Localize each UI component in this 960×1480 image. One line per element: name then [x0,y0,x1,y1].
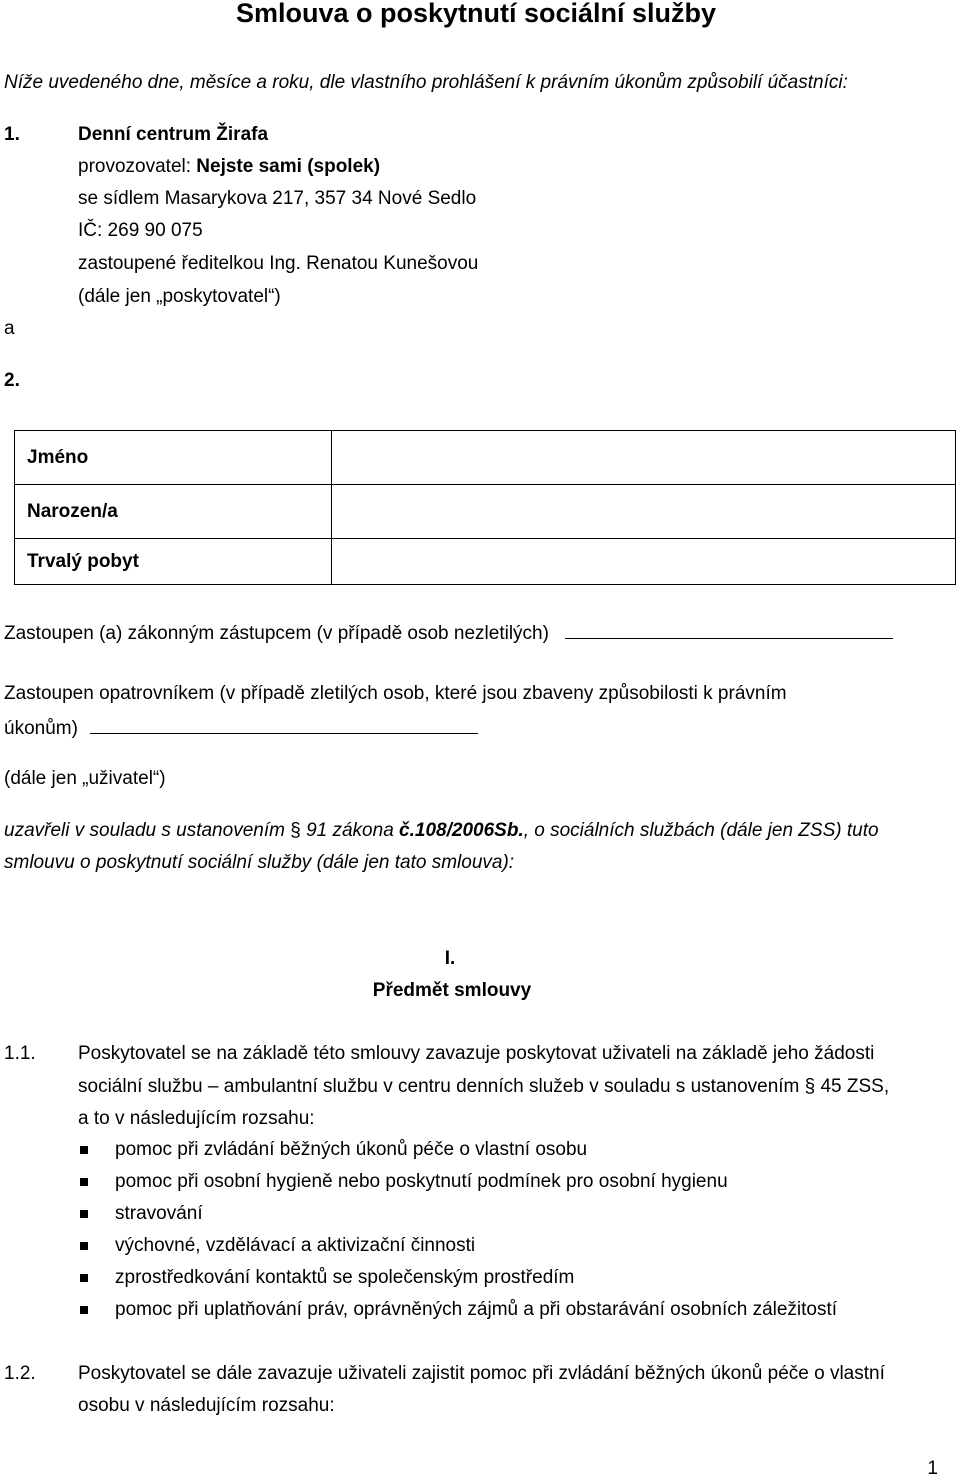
party1-ic: IČ: 269 90 075 [78,220,203,241]
party1-name: Denní centrum Žirafa [78,124,269,145]
conjunction: a [4,318,15,339]
clause-1-1-line2: sociální službu – ambulantní službu v centru denních služeb v souladu s ustanovením § 45 ZSS, [78,1076,890,1097]
legal-representative-line [4,620,893,645]
list-item: pomoc při osobní hygieně nebo poskytnutí podmínek pro osobní hygienu [115,1171,728,1192]
party1-alias: (dále jen „poskytovatel“) [78,286,281,307]
party2-row-born [15,485,956,539]
party1-operator-name: Nejste sami (spolek) [196,156,381,177]
party2-label-name: Jméno [15,431,332,485]
intro-text: Níže uvedeného dne, měsíce a roku, dle vlastního prohlášení k právním úkonům způsobilí účastníci: [4,72,848,93]
clause-1-1-line3: a to v následujícím rozsahu: [78,1108,315,1129]
party2-row-name [15,431,956,485]
agreement-part3: , o sociálních službách (dále jen ZSS) tuto [523,820,879,841]
section-numeral: I. [444,948,456,969]
agreement-part2: 91 zákona [300,820,400,841]
party2-label-address: Trvalý pobyt [15,539,332,585]
user-alias: (dále jen „uživatel“) [4,768,166,789]
clause-1-1-line1: Poskytovatel se na základě této smlouvy zavazuje poskytovat uživateli na základě jeho žádosti [78,1043,875,1064]
clause-1-2-line2: osobu v následujícím rozsahu: [78,1395,335,1416]
legal-representative-text: Zastoupen (a) zákonným zástupcem (v případě osob nezletilých) [4,623,549,644]
party1-operator [78,156,380,178]
bullet-square-icon [80,1210,88,1218]
page-number: 1 [927,1458,938,1479]
list-item: pomoc při uplatňování práv, oprávněných zájmů a při obstarávání osobních záležitostí [115,1299,838,1320]
party2-value-address[interactable] [332,539,956,585]
party1-operator-label: provozovatel: [78,156,197,177]
clause-1-2-number: 1.2. [4,1363,36,1384]
party2-table [14,430,956,585]
party2-number: 2. [4,370,20,391]
party2-value-born[interactable] [332,485,956,539]
bullet-square-icon [80,1178,88,1186]
agreement-law: č.108/2006Sb. [399,820,524,841]
agreement-line2: smlouvu o poskytnutí sociální služby (dále jen tato smlouva): [4,852,515,873]
party1-address: se sídlem Masarykova 217, 357 34 Nové Sedlo [78,188,477,209]
section-heading: Předmět smlouvy [372,980,532,1001]
party1-represented: zastoupené ředitelkou Ing. Renatou Kunešovou [78,253,479,274]
agreement-part1: uzavřeli v souladu s ustanovením [4,820,291,841]
guardian-blank[interactable] [90,715,478,734]
guardian-line2 [4,715,478,740]
agreement-line1 [4,820,879,842]
bullet-square-icon [80,1274,88,1282]
list-item: stravování [115,1203,203,1224]
bullet-square-icon [80,1242,88,1250]
document-title: Smlouva o poskytnutí sociální služby [235,0,717,28]
clause-1-1-number: 1.1. [4,1043,36,1064]
party2-row-address [15,539,956,585]
section-sign: § [290,820,301,841]
bullet-square-icon [80,1146,88,1154]
guardian-line2-text: úkonům) [4,718,78,739]
list-item: zprostředkování kontaktů se společenským prostředím [115,1267,575,1288]
legal-representative-blank[interactable] [565,620,893,639]
party2-label-born: Narozen/a [15,485,332,539]
party1-number: 1. [4,124,20,145]
list-item: výchovné, vzdělávací a aktivizační činnosti [115,1235,476,1256]
party2-value-name[interactable] [332,431,956,485]
bullet-square-icon [80,1306,88,1314]
guardian-line1: Zastoupen opatrovníkem (v případě zletilých osob, které jsou zbaveny způsobilosti k právním [4,683,787,704]
list-item: pomoc při zvládání běžných úkonů péče o vlastní osobu [115,1139,588,1160]
clause-1-2-line1: Poskytovatel se dále zavazuje uživateli zajistit pomoc při zvládání běžných úkonů péče o vlastní [78,1363,885,1384]
